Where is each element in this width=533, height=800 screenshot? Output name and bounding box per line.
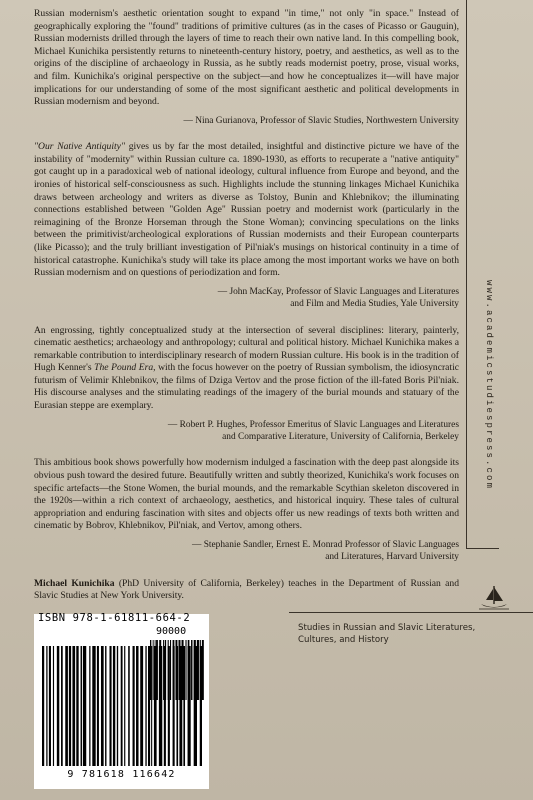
blurb-text-a: An engrossing, tightly conceptualized study at the intersection of several disciplines: literary, painterly, cinematic aesthetics; archaeology and anthropology; cultural and political history. Michael Kunichika makes a remarkable contribution to interdisciplinary research of modern Russian culture. His book is in the tradition of Hugh Kenner's (34, 324, 459, 374)
barcode-bar (133, 646, 135, 766)
barcode-bar (83, 646, 86, 766)
barcode-bar (46, 646, 47, 766)
blurb-hughes (34, 325, 459, 444)
barcode-bar (155, 640, 156, 700)
barcode-bar (163, 640, 164, 700)
barcode-bar (173, 640, 175, 700)
barcode-bar (188, 640, 190, 700)
barcode-bar (49, 646, 51, 766)
blurb-attribution: — Nina Gurianova, Professor of Slavic Studies, Northwestern University (183, 115, 459, 126)
blurb-attribution-line1: — Robert P. Hughes, Professor Emeritus of Slavic Languages and Literatures (167, 419, 459, 430)
blurb-text: gives us by far the most detailed, insightful and distinctive picture we have of the instability of "modernity" within Russian culture ca. 1890-1930, as efforts to recuperate a "native antiquity" got caught up in a paradoxical web of national ideology, cultural influence from Europe and beyond, and the ironies of historical self-consciousness as such. Highlights include the stunning linkages Michael Kunichika draws between archeology and writers as diverse as Tolstoy, Bunin and Khlebnikov; the illuminating connections established between "Golden Age" Russian poetry and modernist work (particularly in the reimagining of the Bronze Horseman through the Stone Woman); convincing speculations on the links between the primitivist/archeological explorations of Russian modernists and their European counterparts (like Picasso); and the truly brilliant investigation of Pil'niak's musings on historical continuity in a time of historical catastrophe. Kunichika's study will take its place among the most important works we have on both Russian modernism and on questions of periodization and form. (34, 141, 459, 279)
ean-digits: 9 781618 116642 (67, 769, 176, 780)
barcode-bar (128, 646, 130, 766)
barcode-bar (202, 640, 204, 700)
blurb-mackay (34, 141, 459, 310)
barcode-bar (194, 640, 196, 700)
blurb-attribution-line1: — Stephanie Sandler, Ernest E. Monrad Professor of Slavic Languages (191, 540, 459, 551)
isbn-label: ISBN 978-1-61811-664-2 (38, 612, 191, 624)
barcode-bar (197, 640, 199, 700)
barcode-bar (42, 646, 44, 766)
publisher-url: www.academicstudiespress.com (484, 280, 494, 491)
author-bio-text: (PhD University of California, Berkeley) teaches in the Department of Russian and Slavic Studies at New York University. (34, 577, 459, 602)
series-line1: Studies in Russian and Slavic Literatures, (298, 623, 476, 633)
barcode-bar (57, 646, 59, 766)
barcode-bar (156, 640, 158, 700)
boat-logo-icon (477, 582, 511, 612)
book-title-italic: "Our Native Antiquity" (34, 141, 125, 153)
barcode-bar (89, 646, 90, 766)
barcode-bar (179, 640, 180, 700)
barcode-bar (101, 646, 104, 766)
frame-vertical-rule (466, 0, 467, 549)
barcode-bar (76, 646, 78, 766)
barcode-bar (145, 646, 146, 766)
series-divider (289, 612, 533, 613)
barcode-bar (140, 646, 143, 766)
barcode-bar (53, 646, 54, 766)
barcode-bar (159, 640, 161, 700)
blurbs-column (34, 8, 459, 603)
barcode-bar (65, 646, 68, 766)
barcode-bar (121, 646, 123, 766)
barcode-bar (69, 646, 71, 766)
blurb-text: Russian modernism's aesthetic orientation sought to expand "in time," not only "in space." Instead of geographically exploring the "found" traditions of primitive cultures (as in the cases of Picasso or Gauguin), Russian modernists drilled through the layers of time to reach their own native land. In this compelling book, Michael Kunichika persistently returns to nineteenth-century history, poetry, and aesthetics, as well as to the origins of the discipline of archaeology in Russia, as he subtly reads modernist poetry, prose, visual works, and film. Kunichika's original perspective on the subject—and how he conceptualizes it—will have major implications for our understanding of some of the most significant aesthetic and political developments in Russian modernism and beyond. (34, 8, 459, 108)
barcode-bar (105, 646, 106, 766)
barcode-bar (117, 646, 118, 766)
blurb-text: This ambitious book shows powerfully how modernism indulged a fascination with the deep past alongside its obvious push toward the desired future. Beautifully written and subtly theorized, Kunichika's work focuses on specific artefacts—the Stone Women, the burial mounds, and the remarkable Scythian skeleton discovered in the 1920s—within a rich context of archaeology, aesthetics, and historical inquiry. These tales of cultural appropriation and enduring fascination with sites and objects offer us new readings of texts both written and cinematic by Bobrov, Khlebnikov, Pil'niak, and Vertov, among others. (34, 457, 459, 532)
barcode-bar (136, 646, 138, 766)
barcode-bar (109, 646, 111, 766)
barcode-bar (72, 646, 75, 766)
frame-horizontal-rule (466, 548, 499, 549)
barcode-bar (165, 640, 166, 700)
barcode-bar (81, 646, 82, 766)
barcode-bar (170, 640, 171, 700)
blurb-text-b: , with the focus however on the poetry of Russian symbolism, the idiosyncratic futurism of Velimir Khlebnikov, the films of Dziga Vertov and the prose fiction of the ill-fated Boris Pil'niak. His discourse analyses and the stimulating readings of the imagery of the burial mounds and statuary of the Eurasian steppe are exemplary. (34, 362, 460, 412)
blurb-attribution-line1: — John MacKay, Professor of Slavic Languages and Literatures (217, 286, 459, 297)
barcode-bar (191, 640, 192, 700)
barcode-bar (124, 646, 125, 766)
series-name (298, 622, 498, 646)
author-name: Michael Kunichika (34, 577, 115, 589)
blurb-attribution-line2: and Film and Media Studies, Yale University (290, 299, 459, 310)
barcode-bar (182, 640, 184, 700)
series-line2: Cultures, and History (298, 635, 389, 645)
author-bio (34, 578, 459, 603)
barcode-bar (97, 646, 99, 766)
barcode-bar (200, 640, 201, 700)
barcode-bar (92, 646, 95, 766)
barcode-bar (168, 640, 169, 700)
barcode-bar (153, 640, 154, 700)
barcode-bar (181, 640, 182, 700)
blurb-sandler (34, 457, 459, 563)
price-code: 90000 (156, 626, 187, 637)
barcode-bar (113, 646, 115, 766)
blurb-gurianova (34, 8, 459, 127)
barcode-bar (185, 640, 186, 700)
blurb-attribution-line2: and Literatures, Harvard University (325, 552, 459, 563)
barcode-bar (61, 646, 63, 766)
price-barcode (150, 640, 204, 700)
pound-era-italic: The Pound Era (94, 362, 154, 374)
blurb-attribution-line2: and Comparative Literature, University of California, Berkeley (222, 432, 459, 443)
barcode-bar (150, 640, 151, 700)
barcode-bar (175, 640, 177, 700)
